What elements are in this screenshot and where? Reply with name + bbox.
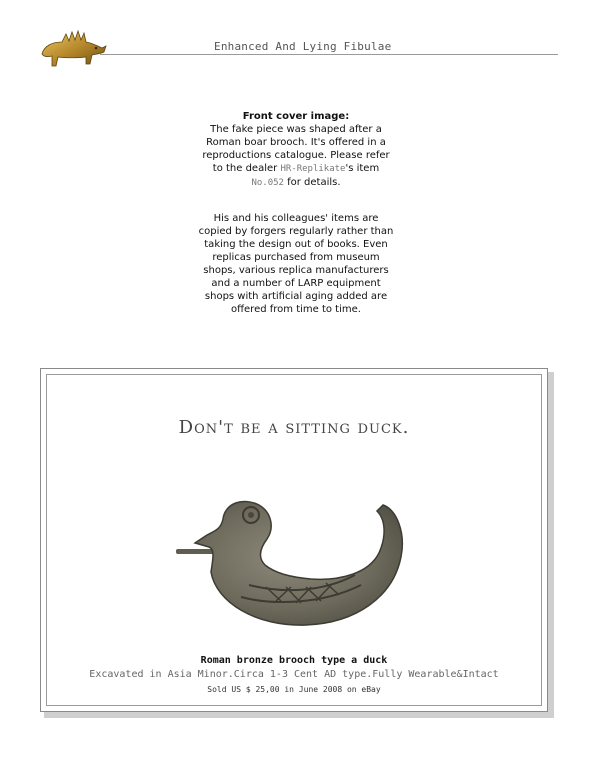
intro-text-c: for details. — [283, 177, 341, 188]
header-title: Enhanced And Lying Fibulae — [214, 40, 392, 53]
item-number: No.052 — [251, 178, 284, 188]
caption-description: Excavated in Asia Minor.Circa 1-3 Cent AD type.Fully Wearable&Intact — [89, 669, 499, 680]
header-rule — [100, 54, 558, 55]
dealer-name: HR-Replikate — [280, 164, 346, 174]
caption-sale: Sold US $ 25,00 in June 2008 on eBay — [207, 685, 381, 694]
duck-brooch-icon — [171, 477, 421, 642]
ad-headline: Don't be a sitting duck. — [178, 417, 410, 438]
intro-heading: Front cover image: — [242, 111, 350, 122]
intro-text-a: The fake piece was shaped after a Roman boar brooch. It's offered in a reproductions catalogue. Please refer to the dealer — [202, 124, 390, 174]
boar-brooch-icon — [36, 24, 108, 72]
intro-text-b: 's item — [345, 163, 380, 174]
intro-paragraph-1 — [196, 110, 396, 190]
caption-title: Roman bronze brooch type a duck — [200, 655, 388, 666]
intro-paragraph-2: His and his colleagues' items are copied by forgers regularly rather than taking the design out of books. Even replicas purchased from museum shops, various replica manufacturers and a number of LARP equipment shops with artificial aging added are offered from time to time. — [198, 213, 394, 315]
ad-card — [40, 368, 548, 712]
